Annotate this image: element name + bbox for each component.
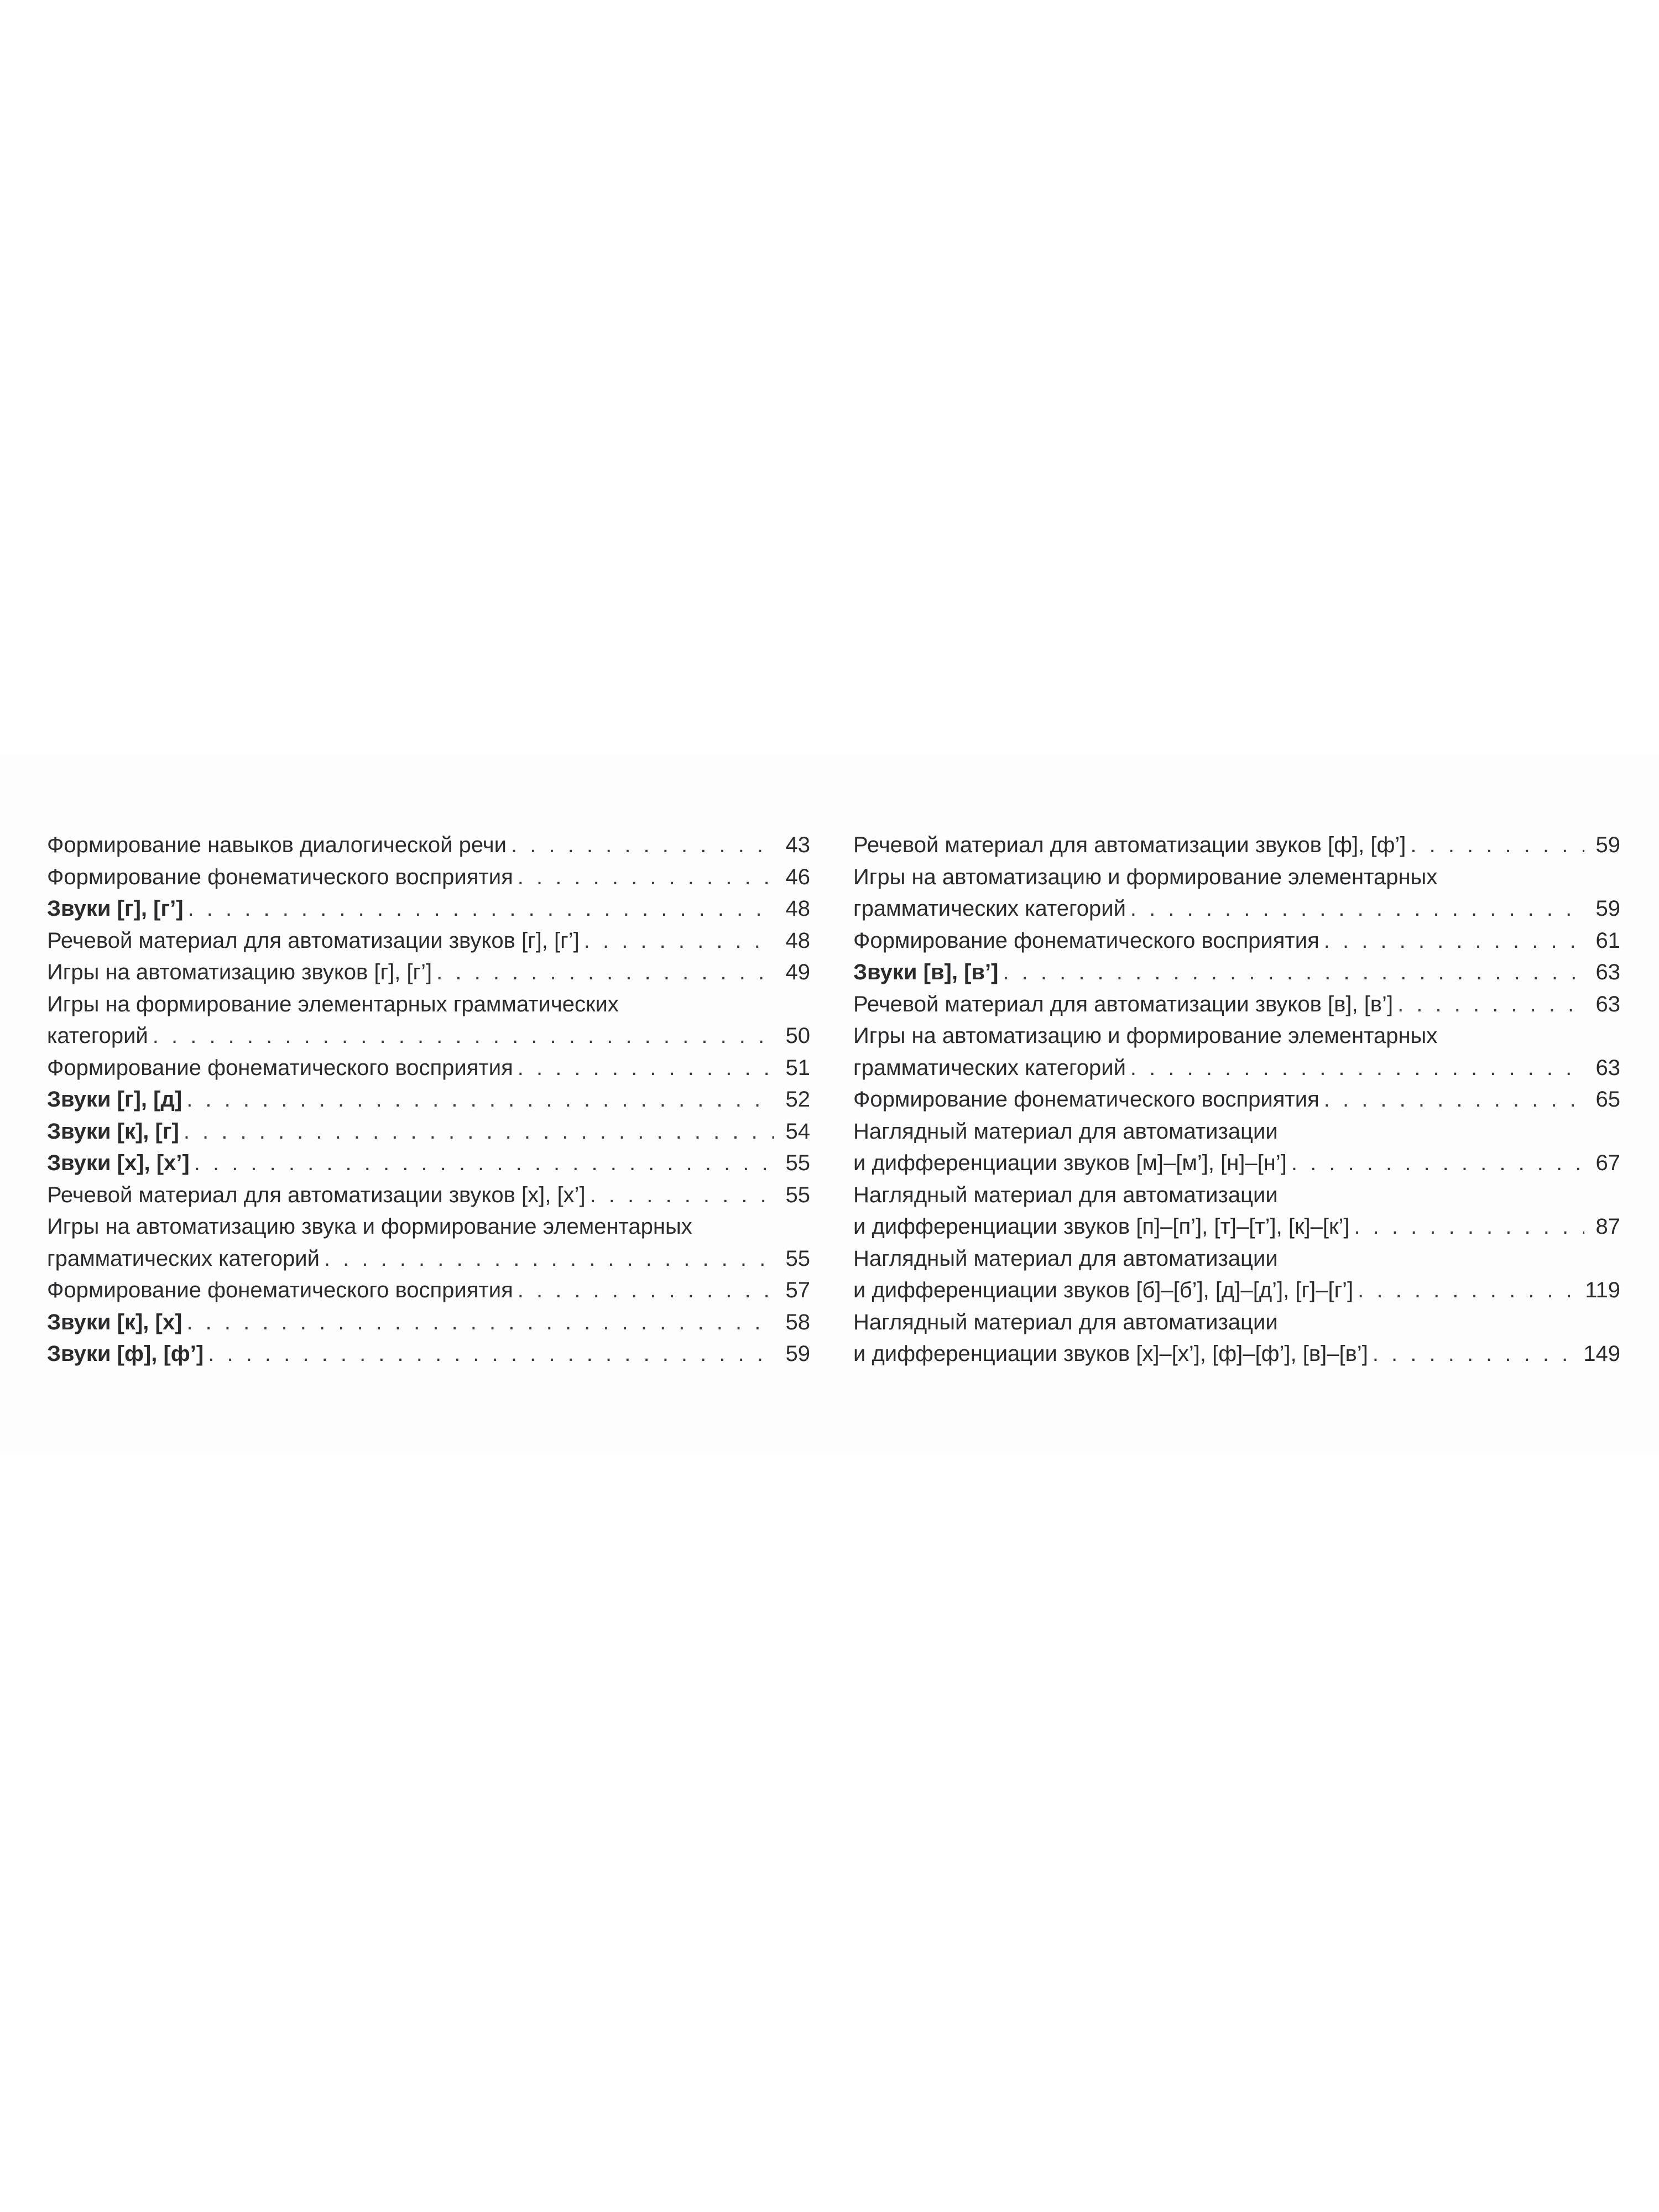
toc-entry	[47, 1116, 810, 1148]
toc-entry	[47, 925, 810, 957]
toc-entry-line	[853, 1147, 1620, 1180]
toc-page-number: 67	[1595, 1151, 1620, 1175]
toc-entry	[853, 925, 1620, 957]
toc-entry-line	[47, 1020, 810, 1052]
toc-entry-line	[47, 1147, 810, 1180]
toc-entry-title: Формирование навыков диалогической речи	[47, 833, 507, 857]
dot-leader	[511, 830, 774, 862]
toc-entry-line	[47, 989, 810, 1021]
toc-entry-title: Формирование фонематического восприятия	[853, 1087, 1319, 1112]
dot-leader	[153, 1020, 774, 1052]
toc-entry-line	[47, 1116, 810, 1148]
dot-leader	[1324, 925, 1584, 957]
toc-entry	[47, 830, 810, 862]
toc-entry-title: грамматических категорий	[47, 1246, 320, 1271]
toc-entry-title: категорий	[47, 1024, 148, 1048]
toc-page-number: 43	[785, 833, 810, 857]
toc-page-number: 51	[785, 1055, 810, 1080]
toc-entry	[47, 862, 810, 894]
toc-entry-line	[853, 1243, 1620, 1275]
toc-entry-line	[853, 1338, 1620, 1370]
dot-leader	[186, 1307, 774, 1339]
toc-entry-title: Звуки [в], [в’]	[853, 960, 999, 984]
toc-entry-line	[47, 1052, 810, 1084]
toc-entry-title: Игры на автоматизацию и формирование элементарных	[853, 864, 1438, 889]
toc-page-number: 59	[785, 1342, 810, 1366]
toc-entry-title: Игры на автоматизацию звука и формирование элементарных	[47, 1214, 692, 1239]
toc-entry-line	[853, 1052, 1620, 1084]
toc-entry-title: Игры на автоматизацию звуков [г], [г’]	[47, 960, 432, 984]
toc-page-number: 54	[785, 1119, 810, 1144]
dot-leader	[584, 925, 774, 957]
toc-entry-title: и дифференциации звуков [м]–[м’], [н]–[н’]	[853, 1151, 1287, 1175]
dot-leader	[518, 862, 774, 894]
toc-entry-title: Формирование фонематического восприятия	[853, 928, 1319, 953]
toc-entry-title: Наглядный материал для автоматизации	[853, 1182, 1278, 1207]
toc-entry	[47, 1211, 810, 1275]
dot-leader	[1410, 830, 1584, 862]
toc-page-number: 87	[1595, 1214, 1620, 1239]
dot-leader	[194, 1147, 774, 1180]
toc-entry-line	[853, 1084, 1620, 1116]
toc-entry	[47, 1052, 810, 1084]
dot-leader	[324, 1243, 774, 1275]
toc-entry	[853, 957, 1620, 989]
toc-entry	[853, 989, 1620, 1021]
toc-entry	[853, 830, 1620, 862]
toc-entry-title: Наглядный материал для автоматизации	[853, 1119, 1278, 1144]
toc-entry	[47, 1084, 810, 1116]
toc-entry	[853, 1180, 1620, 1243]
toc-page-number: 57	[785, 1278, 810, 1302]
dot-leader	[208, 1338, 774, 1370]
toc-entry-title: Игры на формирование элементарных грамматических	[47, 992, 619, 1016]
toc-page-number: 55	[785, 1182, 810, 1207]
toc-page-number: 63	[1595, 1055, 1620, 1080]
toc-entry-line	[47, 1180, 810, 1212]
toc-left-column	[47, 830, 810, 1370]
toc-entry-title: Звуки [ф], [ф’]	[47, 1342, 204, 1366]
toc-entry-line	[47, 830, 810, 862]
toc-entry-line	[47, 957, 810, 989]
toc-entry-title: Звуки [г], [д]	[47, 1087, 182, 1112]
toc-entry-line	[853, 1020, 1620, 1052]
toc-entry-title: Речевой материал для автоматизации звуков [в], [в’]	[853, 992, 1394, 1016]
dot-leader	[1397, 989, 1584, 1021]
toc-entry	[47, 1307, 810, 1339]
toc-entry-title: Формирование фонематического восприятия	[47, 1055, 513, 1080]
toc-right-column	[853, 830, 1620, 1370]
toc-entry-line	[47, 1211, 810, 1243]
toc-entry	[853, 862, 1620, 925]
toc-entry-line	[853, 1180, 1620, 1212]
toc-entry-line	[853, 893, 1620, 925]
toc-entry	[853, 1307, 1620, 1370]
toc-page-number: 48	[785, 896, 810, 921]
dot-leader	[1354, 1211, 1584, 1243]
toc-entry	[853, 1084, 1620, 1116]
toc-entry-line	[47, 862, 810, 894]
toc-entry-line	[853, 925, 1620, 957]
dot-leader	[1358, 1275, 1579, 1307]
toc-entry	[853, 1020, 1620, 1084]
dot-leader	[186, 1084, 774, 1116]
toc-page-number: 55	[785, 1246, 810, 1271]
dot-leader	[518, 1052, 774, 1084]
toc-entry-title: Наглядный материал для автоматизации	[853, 1246, 1278, 1271]
toc-entry-line	[853, 989, 1620, 1021]
toc-entry-line	[853, 1211, 1620, 1243]
toc-entry-line	[853, 862, 1620, 894]
dot-leader	[518, 1275, 774, 1307]
toc-entry-title: и дифференциации звуков [б]–[б’], [д]–[д’], [г]–[г’]	[853, 1278, 1354, 1302]
toc-page-number: 52	[785, 1087, 810, 1112]
toc-entry-title: и дифференциации звуков [п]–[п’], [т]–[т’], [к]–[к’]	[853, 1214, 1350, 1239]
toc-entry	[853, 1116, 1620, 1180]
dot-leader	[1373, 1338, 1578, 1370]
toc-entry-line	[47, 1275, 810, 1307]
toc-entry-line	[853, 1275, 1620, 1307]
dot-leader	[1324, 1084, 1584, 1116]
toc-entry	[47, 989, 810, 1052]
toc-entry	[47, 1338, 810, 1370]
toc-page-number: 59	[1595, 896, 1620, 921]
toc-entry-title: Формирование фонематического восприятия	[47, 864, 513, 889]
toc-entry-line	[47, 1243, 810, 1275]
toc-entry-title: Речевой материал для автоматизации звуков [ф], [ф’]	[853, 833, 1406, 857]
dot-leader	[1003, 957, 1584, 989]
toc-entry-title: Звуки [к], [г]	[47, 1119, 179, 1144]
toc-entry-title: Игры на автоматизацию и формирование элементарных	[853, 1024, 1438, 1048]
toc-entry	[47, 957, 810, 989]
toc-entry-title: Формирование фонематического восприятия	[47, 1278, 513, 1302]
toc-entry	[47, 1180, 810, 1212]
toc-page-number: 63	[1595, 960, 1620, 984]
toc-entry	[47, 1147, 810, 1180]
toc-page-number: 59	[1595, 833, 1620, 857]
toc-entry	[853, 1243, 1620, 1307]
dot-leader	[1291, 1147, 1584, 1180]
toc-page-number: 58	[785, 1310, 810, 1334]
toc-entry	[47, 893, 810, 925]
toc-entry-title: Речевой материал для автоматизации звуков [х], [х’]	[47, 1182, 586, 1207]
toc-page-number: 61	[1595, 928, 1620, 953]
toc-entry-title: и дифференциации звуков [х]–[х’], [ф]–[ф’], [в]–[в’]	[853, 1342, 1368, 1366]
toc-entry-title: Звуки [г], [г’]	[47, 896, 184, 921]
toc-page-number: 49	[785, 960, 810, 984]
toc-page-number: 65	[1595, 1087, 1620, 1112]
toc-entry-title: Речевой материал для автоматизации звуков [г], [г’]	[47, 928, 580, 953]
toc-entry-title: грамматических категорий	[853, 1055, 1126, 1080]
toc-page-number: 46	[785, 864, 810, 889]
toc-entry-line	[853, 1116, 1620, 1148]
toc-page-number: 63	[1595, 992, 1620, 1016]
dot-leader	[436, 957, 774, 989]
toc-entry-line	[47, 1307, 810, 1339]
toc-entry-line	[853, 1307, 1620, 1339]
toc-page-number: 119	[1585, 1278, 1620, 1302]
toc-entry-line	[853, 830, 1620, 862]
toc-entry	[47, 1275, 810, 1307]
toc-entry-line	[47, 1084, 810, 1116]
dot-leader	[590, 1180, 774, 1212]
dot-leader	[1130, 893, 1584, 925]
dot-leader	[188, 893, 774, 925]
toc-entry-line	[853, 957, 1620, 989]
toc-entry-line	[47, 1338, 810, 1370]
toc-entry-title: грамматических категорий	[853, 896, 1126, 921]
toc-entry-title: Звуки [х], [х’]	[47, 1151, 190, 1175]
toc-entry-title: Звуки [к], [х]	[47, 1310, 182, 1334]
toc-page-number: 55	[785, 1151, 810, 1175]
toc-page-number: 50	[785, 1024, 810, 1048]
dot-leader	[184, 1116, 774, 1148]
toc-page-number: 149	[1583, 1342, 1620, 1366]
toc-entry-line	[47, 893, 810, 925]
toc-entry-title: Наглядный материал для автоматизации	[853, 1310, 1278, 1334]
dot-leader	[1130, 1052, 1584, 1084]
toc-entry-line	[47, 925, 810, 957]
toc-page-number: 48	[785, 928, 810, 953]
